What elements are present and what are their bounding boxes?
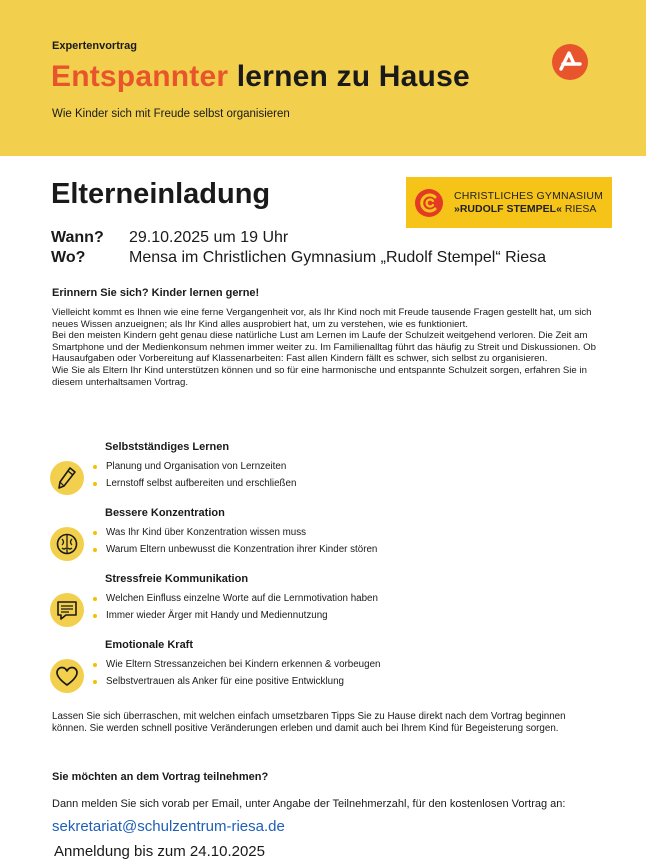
list-item: Lernstoff selbst aufbereiten und erschließen bbox=[93, 478, 296, 495]
topic-list bbox=[93, 659, 380, 693]
event-date-value: 29.10.2025 um 19 Uhr bbox=[129, 229, 289, 246]
list-item: Immer wieder Ärger mit Handy und Mediennutzung bbox=[93, 610, 378, 627]
invitation-title: Elterneinladung bbox=[51, 178, 271, 210]
school-emblem-icon bbox=[414, 188, 444, 218]
speaker-logo-icon bbox=[552, 44, 588, 80]
outro-text: Lassen Sie sich überraschen, mit welchen einfach umsetzbaren Tipps Sie zu Hause direkt nach dem Vortrag beginnen können. Sie werden schnell positive Veränderungen erleben und damit auch bei Ihrem Kind für Begeisterung sorgen. bbox=[52, 711, 566, 734]
school-logo-name: »RUDOLF STEMPEL« bbox=[454, 202, 562, 215]
topic-list bbox=[93, 461, 296, 495]
topic-title: Bessere Konzentration bbox=[105, 507, 225, 519]
registration-deadline: Anmeldung bis zum 24.10.2025 bbox=[54, 843, 265, 860]
event-date-label: Wann? bbox=[51, 229, 104, 246]
event-date-row bbox=[51, 229, 288, 247]
event-location-row bbox=[51, 249, 546, 267]
school-logo-city: RIESA bbox=[561, 202, 597, 215]
event-subtitle: Wie Kinder sich mit Freude selbst organisieren bbox=[52, 108, 290, 120]
intro-paragraph: Wie Sie als Eltern Ihr Kind unterstützen können und so für eine harmonische und entspannte Schulzeit sorgen, erfahren Sie in diesem unterhaltsamen Vortrag. bbox=[52, 364, 587, 388]
speech-bubble-icon bbox=[50, 593, 84, 627]
registration-question: Sie möchten an dem Vortrag teilnehmen? bbox=[52, 771, 269, 783]
intro-paragraph: Vielleicht kommt es Ihnen wie eine ferne Vergangenheit vor, als Ihr Kind noch mit Freude tausende Fragen gestellt hat, um sich neues Wissen anzueignen; als Ihr Kind alles ausprobiert hat, um zu verstehen, wie es funktioniert. bbox=[52, 307, 592, 330]
event-title-accent: Entspannter bbox=[51, 60, 229, 93]
intro-heading: Erinnern Sie sich? Kinder lernen gerne! bbox=[52, 287, 260, 299]
school-logo-line2 bbox=[454, 203, 603, 215]
list-item: Planung und Organisation von Lernzeiten bbox=[93, 461, 296, 478]
school-logo-line1: CHRISTLICHES GYMNASIUM bbox=[454, 190, 604, 203]
school-logo bbox=[406, 177, 612, 228]
event-location-label: Wo? bbox=[51, 249, 86, 266]
event-title-rest: lernen zu Hause bbox=[228, 60, 470, 93]
topic-title: Stressfreie Kommunikation bbox=[105, 573, 249, 585]
list-item: Warum Eltern unbewusst die Konzentration ihrer Kinder stören bbox=[93, 544, 377, 561]
brain-icon bbox=[50, 527, 84, 561]
topic-title: Emotionale Kraft bbox=[105, 639, 194, 651]
list-item: Was Ihr Kind über Konzentration wissen muss bbox=[93, 527, 377, 544]
event-title bbox=[51, 60, 470, 94]
heart-icon bbox=[50, 659, 84, 693]
intro-text bbox=[52, 307, 597, 388]
header-banner bbox=[0, 0, 646, 156]
list-item: Welchen Einfluss einzelne Worte auf die Lernmotivation haben bbox=[93, 593, 378, 610]
topic-list bbox=[93, 527, 377, 561]
registration-instruction: Dann melden Sie sich vorab per Email, unter Angabe der Teilnehmerzahl, für den kostenlosen Vortrag an: bbox=[52, 798, 566, 810]
event-kicker: Expertenvortrag bbox=[52, 40, 137, 52]
list-item: Wie Eltern Stressanzeichen bei Kindern erkennen & vorbeugen bbox=[93, 659, 380, 676]
pencil-icon bbox=[50, 461, 84, 495]
intro-paragraph: Bei den meisten Kindern geht genau diese natürliche Lust am Lernen im Laufe der Schulzeit weitgehend verloren. Die Zeit am Smartphone und der Medienkonsum nehmen immer weiter zu. Im Familienalltag führt das häufig zu Streit und Diskussionen. Ob Hausaufgaben oder Vorbereitung auf Klassenarbeiten: Fast allen Kindern fällt es schwer, sich selbst zu organisieren. bbox=[52, 330, 596, 365]
registration-email-link[interactable]: sekretariat@schulzentrum-riesa.de bbox=[52, 818, 285, 835]
topic-list bbox=[93, 593, 378, 627]
list-item: Selbstvertrauen als Anker für eine positive Entwicklung bbox=[93, 676, 380, 693]
event-location-value: Mensa im Christlichen Gymnasium „Rudolf Stempel“ Riesa bbox=[129, 249, 547, 266]
topic-title: Selbstständiges Lernen bbox=[105, 441, 230, 453]
